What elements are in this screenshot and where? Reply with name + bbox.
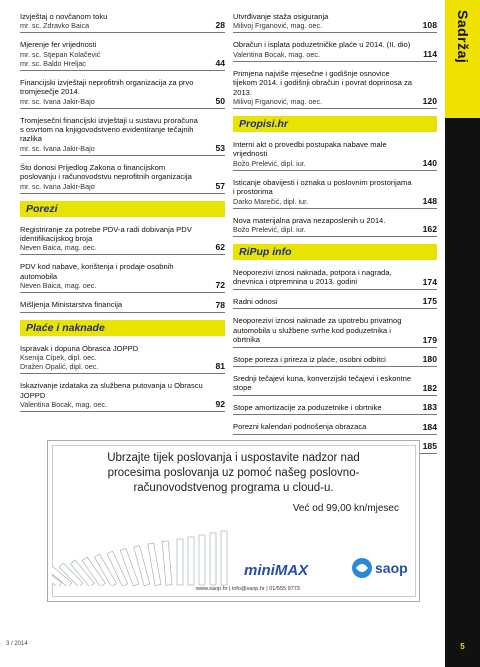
entry-page-number: 175 <box>422 296 437 307</box>
entry-title: Stope poreza i prireza iz plaće, osobni odbitci <box>233 354 386 364</box>
toc-entry[interactable] <box>20 114 225 156</box>
entry-title: Tromjesečni financijski izvještaji u sustavu proračuna s osvrtom na knjigovodstveno evidentiranje tečajnih razlika <box>20 115 198 144</box>
entry-title: Porezni kalendari podnošenja obrazaca <box>233 422 367 432</box>
toc-entry[interactable] <box>20 342 225 374</box>
entry-page-number: 179 <box>422 334 437 345</box>
sidebar-tab <box>445 0 480 118</box>
left-column <box>20 10 225 417</box>
entry-title: Mišljenja Ministarstva financija <box>20 300 123 310</box>
toc-entry[interactable] <box>233 38 437 61</box>
issue-number: 3 / 2014 <box>6 641 28 647</box>
toc-entry[interactable] <box>20 76 225 109</box>
entry-author: Ksenija Cipek, dipl. oec. <box>20 353 97 363</box>
entry-page-number: 184 <box>422 421 437 432</box>
sidebar-title: Sadržaj <box>455 10 471 64</box>
entry-page-number: 162 <box>422 224 437 235</box>
entry-author: Valentina Bocak, mag. oec. <box>233 49 320 59</box>
entry-page-number: 120 <box>422 96 437 107</box>
entry-title: Ispravak i dopuna Obrasca JOPPD <box>20 343 139 353</box>
toc-entry[interactable] <box>233 401 437 415</box>
minimax-logo <box>244 562 308 579</box>
entry-title: Neoporezivi iznosi naknade za upotrebu privatnog automobila u službene svrhe kod poduzetnika i obrtnika <box>233 316 402 345</box>
entry-author: Valentina Bocak, mag. oec. <box>20 399 107 409</box>
entry-author: Darko Marečić, dipl. iur. <box>233 196 309 206</box>
entry-title: Financijski izvještaji neprofitnih organizacija za prvo tromjesečje 2014. <box>20 77 194 97</box>
dominoes-illustration <box>52 521 237 586</box>
entry-author: mr. sc. Stjepan Kolačević <box>20 49 101 59</box>
entry-title: Registriranje za potrebe PDV-a radi dobivanja PDV identifikacijskog broja <box>20 224 192 244</box>
entry-page-number: 114 <box>423 48 437 59</box>
toc-entry[interactable] <box>20 260 225 293</box>
entry-author: mr. sc. Ivana Jakir-Bajo <box>20 181 95 191</box>
entry-title: Interni akt o provedbi postupaka nabave male vrijednosti <box>233 140 387 159</box>
entry-page-number: 57 <box>215 180 225 191</box>
section-title: Porezi <box>26 202 58 215</box>
toc-entry[interactable] <box>233 266 437 290</box>
toc-entry[interactable] <box>233 214 437 237</box>
entry-title: Isticanje obavijesti i oznaka u poslovnim prostorijama i prostorima <box>233 177 412 197</box>
entry-title: Primjena najviše mjesečne i godišnje osnovice tijekom 2014. i godišnji obračun i povrat doprinosa za 2013. <box>233 68 412 97</box>
section-header-porezi <box>20 201 225 217</box>
saop-logo <box>351 553 411 583</box>
entry-page-number: 81 <box>215 361 225 372</box>
entry-page-number: 174 <box>422 276 437 287</box>
right-column <box>233 10 437 459</box>
entry-title: Srednji tečajevi kuna, konverzijski tečajevi i eskontne stope <box>233 373 412 393</box>
ad-headline: Ubrzajte tijek poslovanja i uspostavite nadzor nad procesima poslovanja uz pomoć našeg poslovno-računovodstvenog programa u cloud-u. <box>107 452 360 494</box>
entry-title: Mjerenje fer vrijednosti <box>20 40 97 50</box>
advertisement[interactable] <box>47 440 420 602</box>
entry-page-number: 50 <box>215 95 225 106</box>
entry-title: Utvrđivanje staža osiguranja <box>233 12 329 21</box>
saop-logo-text: saop <box>375 560 408 576</box>
entry-title: Izvještaj o novčanom toku <box>20 12 108 21</box>
entry-title: Obračun i isplata poduzetničke plaće u 2014. (II. dio) <box>233 40 411 50</box>
entry-page-number: 108 <box>422 20 437 31</box>
toc-entry[interactable] <box>233 10 437 33</box>
toc-entry[interactable] <box>233 420 437 434</box>
entry-page-number: 53 <box>215 142 225 153</box>
entry-page-number: 182 <box>422 382 437 393</box>
toc-entry[interactable] <box>233 372 437 396</box>
entry-author: Božo Prelević, dipl. iur. <box>233 225 306 235</box>
toc-entry[interactable] <box>233 176 437 209</box>
entry-page-number: 183 <box>422 402 437 413</box>
entry-page-number: 44 <box>215 57 225 68</box>
minimax-logo-text: miniMAX <box>244 562 309 579</box>
toc-entry[interactable] <box>20 10 225 33</box>
entry-title: Stope amortizacije za poduzetnike i obrtnike <box>233 402 382 412</box>
toc-entry[interactable] <box>20 38 225 70</box>
section-title: Propisi.hr <box>239 118 289 131</box>
entry-author: Milivoj Frganović, mag. oec. <box>233 21 323 31</box>
entry-author: mr. sc. Ivana Jakir-Bajo <box>20 96 95 106</box>
entry-page-number: 148 <box>422 195 437 206</box>
toc-entry[interactable] <box>20 379 225 412</box>
entry-author: Neven Baica, mag. oec. <box>20 243 97 253</box>
section-title: Plaće i naknade <box>26 321 105 334</box>
toc-entry[interactable] <box>233 67 437 109</box>
entry-title: Nova materijalna prava nezaposlenih u 2014. <box>233 215 386 225</box>
entry-author: Neven Baica, mag. oec. <box>20 281 97 291</box>
entry-author: mr. sc. Ivana Jakir-Bajo <box>20 143 95 153</box>
entry-title: Iskazivanje izdataka za službena putovanja u Obrascu JOPPD <box>20 381 203 400</box>
entry-page-number: 180 <box>422 353 437 364</box>
toc-entry[interactable] <box>233 314 437 347</box>
entry-page-number: 92 <box>215 398 225 409</box>
section-header-ripup <box>233 244 437 260</box>
entry-author: Božo Prelević, dipl. iur. <box>233 158 306 168</box>
sidebar <box>445 0 480 667</box>
entry-author: mr. sc. Baldo Hreljac <box>20 58 86 68</box>
entry-author: mr. sc. Zdravko Baica <box>20 21 90 31</box>
entry-title: Što donosi Prijedlog Zakona o financijskom poslovanju i računovodstvu neprofitnih organizacija <box>20 162 192 182</box>
entry-title: Radni odnosi <box>233 296 278 306</box>
toc-entry[interactable] <box>233 138 437 171</box>
page-number: 5 <box>460 642 465 651</box>
section-header-place <box>20 320 225 336</box>
entry-page-number: 140 <box>422 157 437 168</box>
entry-page-number: 72 <box>215 280 225 291</box>
toc-entry[interactable] <box>20 161 225 194</box>
entry-author: Milivoj Frganović, mag. oec. <box>233 97 323 107</box>
entry-author: Dražen Opalić, dipl. oec. <box>20 362 99 372</box>
toc-entry[interactable] <box>20 223 225 256</box>
section-title: RiPup info <box>239 246 292 259</box>
entry-page-number: 28 <box>215 20 225 31</box>
entry-title: PDV kod nabave, korištenja i prodaje osobnih automobila <box>20 262 174 281</box>
section-header-propisi <box>233 116 437 132</box>
entry-page-number: 78 <box>215 299 225 310</box>
entry-title: Neoporezivi iznosi naknada, potpora i nagrada, dnevnica i otpremnina u 2013. godini <box>233 268 392 287</box>
toc-entry[interactable] <box>233 295 437 309</box>
entry-page-number: 185 <box>422 440 437 451</box>
ad-price: Već od 99,00 kn/mjesec <box>292 503 399 514</box>
toc-entry[interactable] <box>20 298 225 312</box>
ad-contact[interactable]: www.saop.hr | info@saop.hr | 01/555 9773 <box>196 586 300 592</box>
toc-entry[interactable] <box>233 353 437 367</box>
entry-page-number: 62 <box>215 242 225 253</box>
